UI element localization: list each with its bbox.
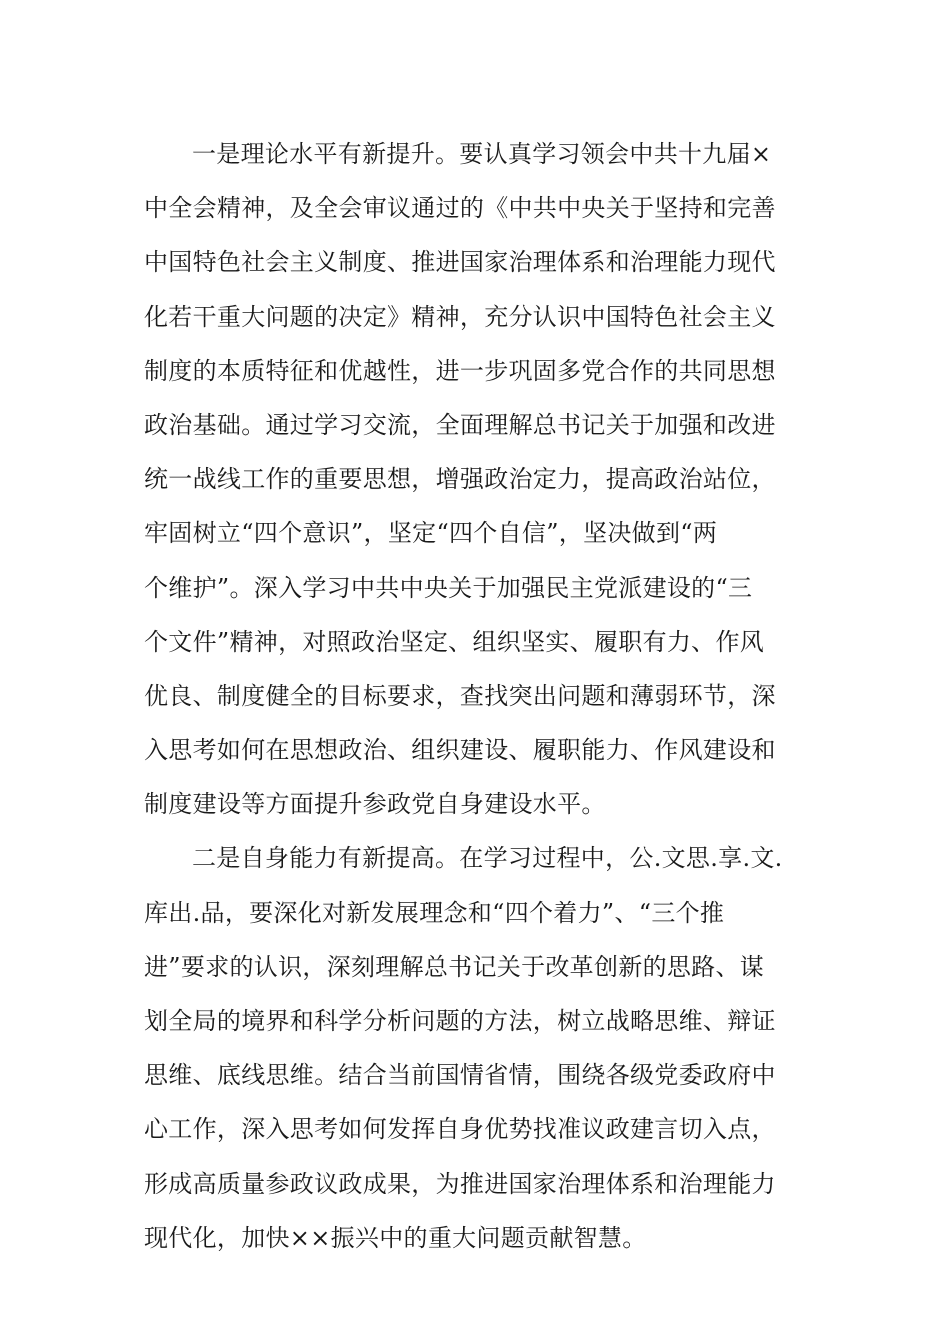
text-line: 现代化，加快××振兴中的重大问题贡献智慧。 [144,1223,647,1252]
text-line: 库出.品，要深化对新发展理念和“四个着力”、“三个推 [144,898,725,927]
text-line: 化若干重大问题的决定》精神，充分认识中国特色社会主义 [144,302,776,331]
text-line: 个维护”。深入学习中共中央关于加强民主党派建设的“三 [144,573,753,602]
text-line: 制度的本质特征和优越性，进一步巩固多党合作的共同思想 [144,356,776,385]
document-body [144,127,804,1265]
text-line: 统一战线工作的重要思想，增强政治定力，提高政治站位， [144,465,776,494]
text-line: 划全局的境界和科学分析问题的方法，树立战略思维、辩证 [144,1007,776,1035]
text-line: 中全会精神，及全会审议通过的《中共中央关于坚持和完善 [144,194,776,223]
text-line: 政治基础。通过学习交流，全面理解总书记关于加强和改进 [144,410,776,439]
paragraph-theory-level [144,127,804,831]
text-line: 形成高质量参政议政成果，为推进国家治理体系和治理能力 [144,1169,776,1198]
text-line: 二是自身能力有新提高。在学习过程中，公.文思.享.文. [192,844,783,873]
text-line: 优良、制度健全的目标要求，查找突出问题和薄弱环节，深 [144,681,776,710]
text-line: 牢固树立“四个意识”，坚定“四个自信”，坚决做到“两 [144,519,718,548]
text-line: 一是理论水平有新提升。要认真学习领会中共十九届× [192,140,772,168]
text-line: 思维、底线思维。结合当前国情省情，围绕各级党委政府中 [144,1061,776,1090]
text-line: 心工作，深入思考如何发挥自身优势找准议政建言切入点， [144,1115,776,1144]
text-line: 制度建设等方面提升参政党自身建设水平。 [144,790,606,819]
paragraph-self-capability [144,831,804,1265]
text-line: 进”要求的认识，深刻理解总书记关于改革创新的思路、谋 [144,952,765,981]
text-line: 中国特色社会主义制度、推进国家治理体系和治理能力现代 [144,248,776,277]
text-line: 入思考如何在思想政治、组织建设、履职能力、作风建设和 [144,736,776,765]
text-line: 个文件”精神，对照政治坚定、组织坚实、履职有力、作风 [144,627,765,656]
